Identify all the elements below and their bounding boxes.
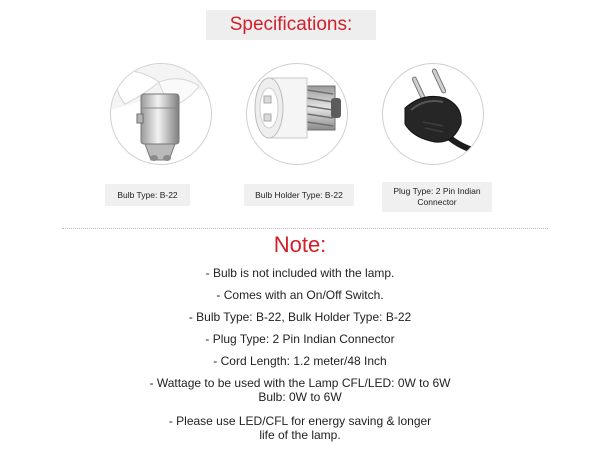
note-item: [0, 288, 600, 310]
bulb-holder-type-label: Bulb Holder Type: B-22: [244, 184, 354, 206]
b22-bulb-base-icon: [110, 63, 212, 165]
specifications-banner: [206, 10, 376, 40]
note-item-text: - Comes with an On/Off Switch.: [216, 288, 384, 302]
note-item-continuation: Bulb: 0W to 6W: [258, 390, 342, 404]
plug-type-label: Plug Type: 2 Pin Indian Connector: [382, 182, 492, 212]
note-item-text: - Cord Length: 1.2 meter/48 Inch: [213, 354, 387, 368]
note-item: [0, 376, 600, 414]
specifications-title: Specifications:: [229, 14, 353, 35]
note-item: [0, 310, 600, 332]
two-pin-plug-icon: [382, 63, 484, 165]
note-title: Note:: [273, 232, 327, 257]
note-item-text: - Bulb Type: B-22, Bulk Holder Type: B-22: [188, 310, 412, 324]
note-item: [0, 332, 600, 354]
note-item-text: - Bulb is not included with the lamp.: [205, 266, 395, 280]
section-divider: [62, 228, 548, 229]
note-item: [0, 414, 600, 452]
note-item-text: - Plug Type: 2 Pin Indian Connector: [205, 332, 395, 346]
note-item: [0, 354, 600, 376]
bulb-holder-adapter-icon: [246, 63, 348, 165]
note-item-continuation: life of the lamp.: [259, 428, 341, 442]
note-item-text: - Please use LED/CFL for energy saving & longer: [168, 414, 432, 428]
note-item-text: - Wattage to be used with the Lamp CFL/LED: 0W to 6W: [149, 376, 451, 390]
note-list: [0, 266, 600, 452]
bulb-type-label: Bulb Type: B-22: [105, 184, 190, 206]
note-item: [0, 266, 600, 288]
